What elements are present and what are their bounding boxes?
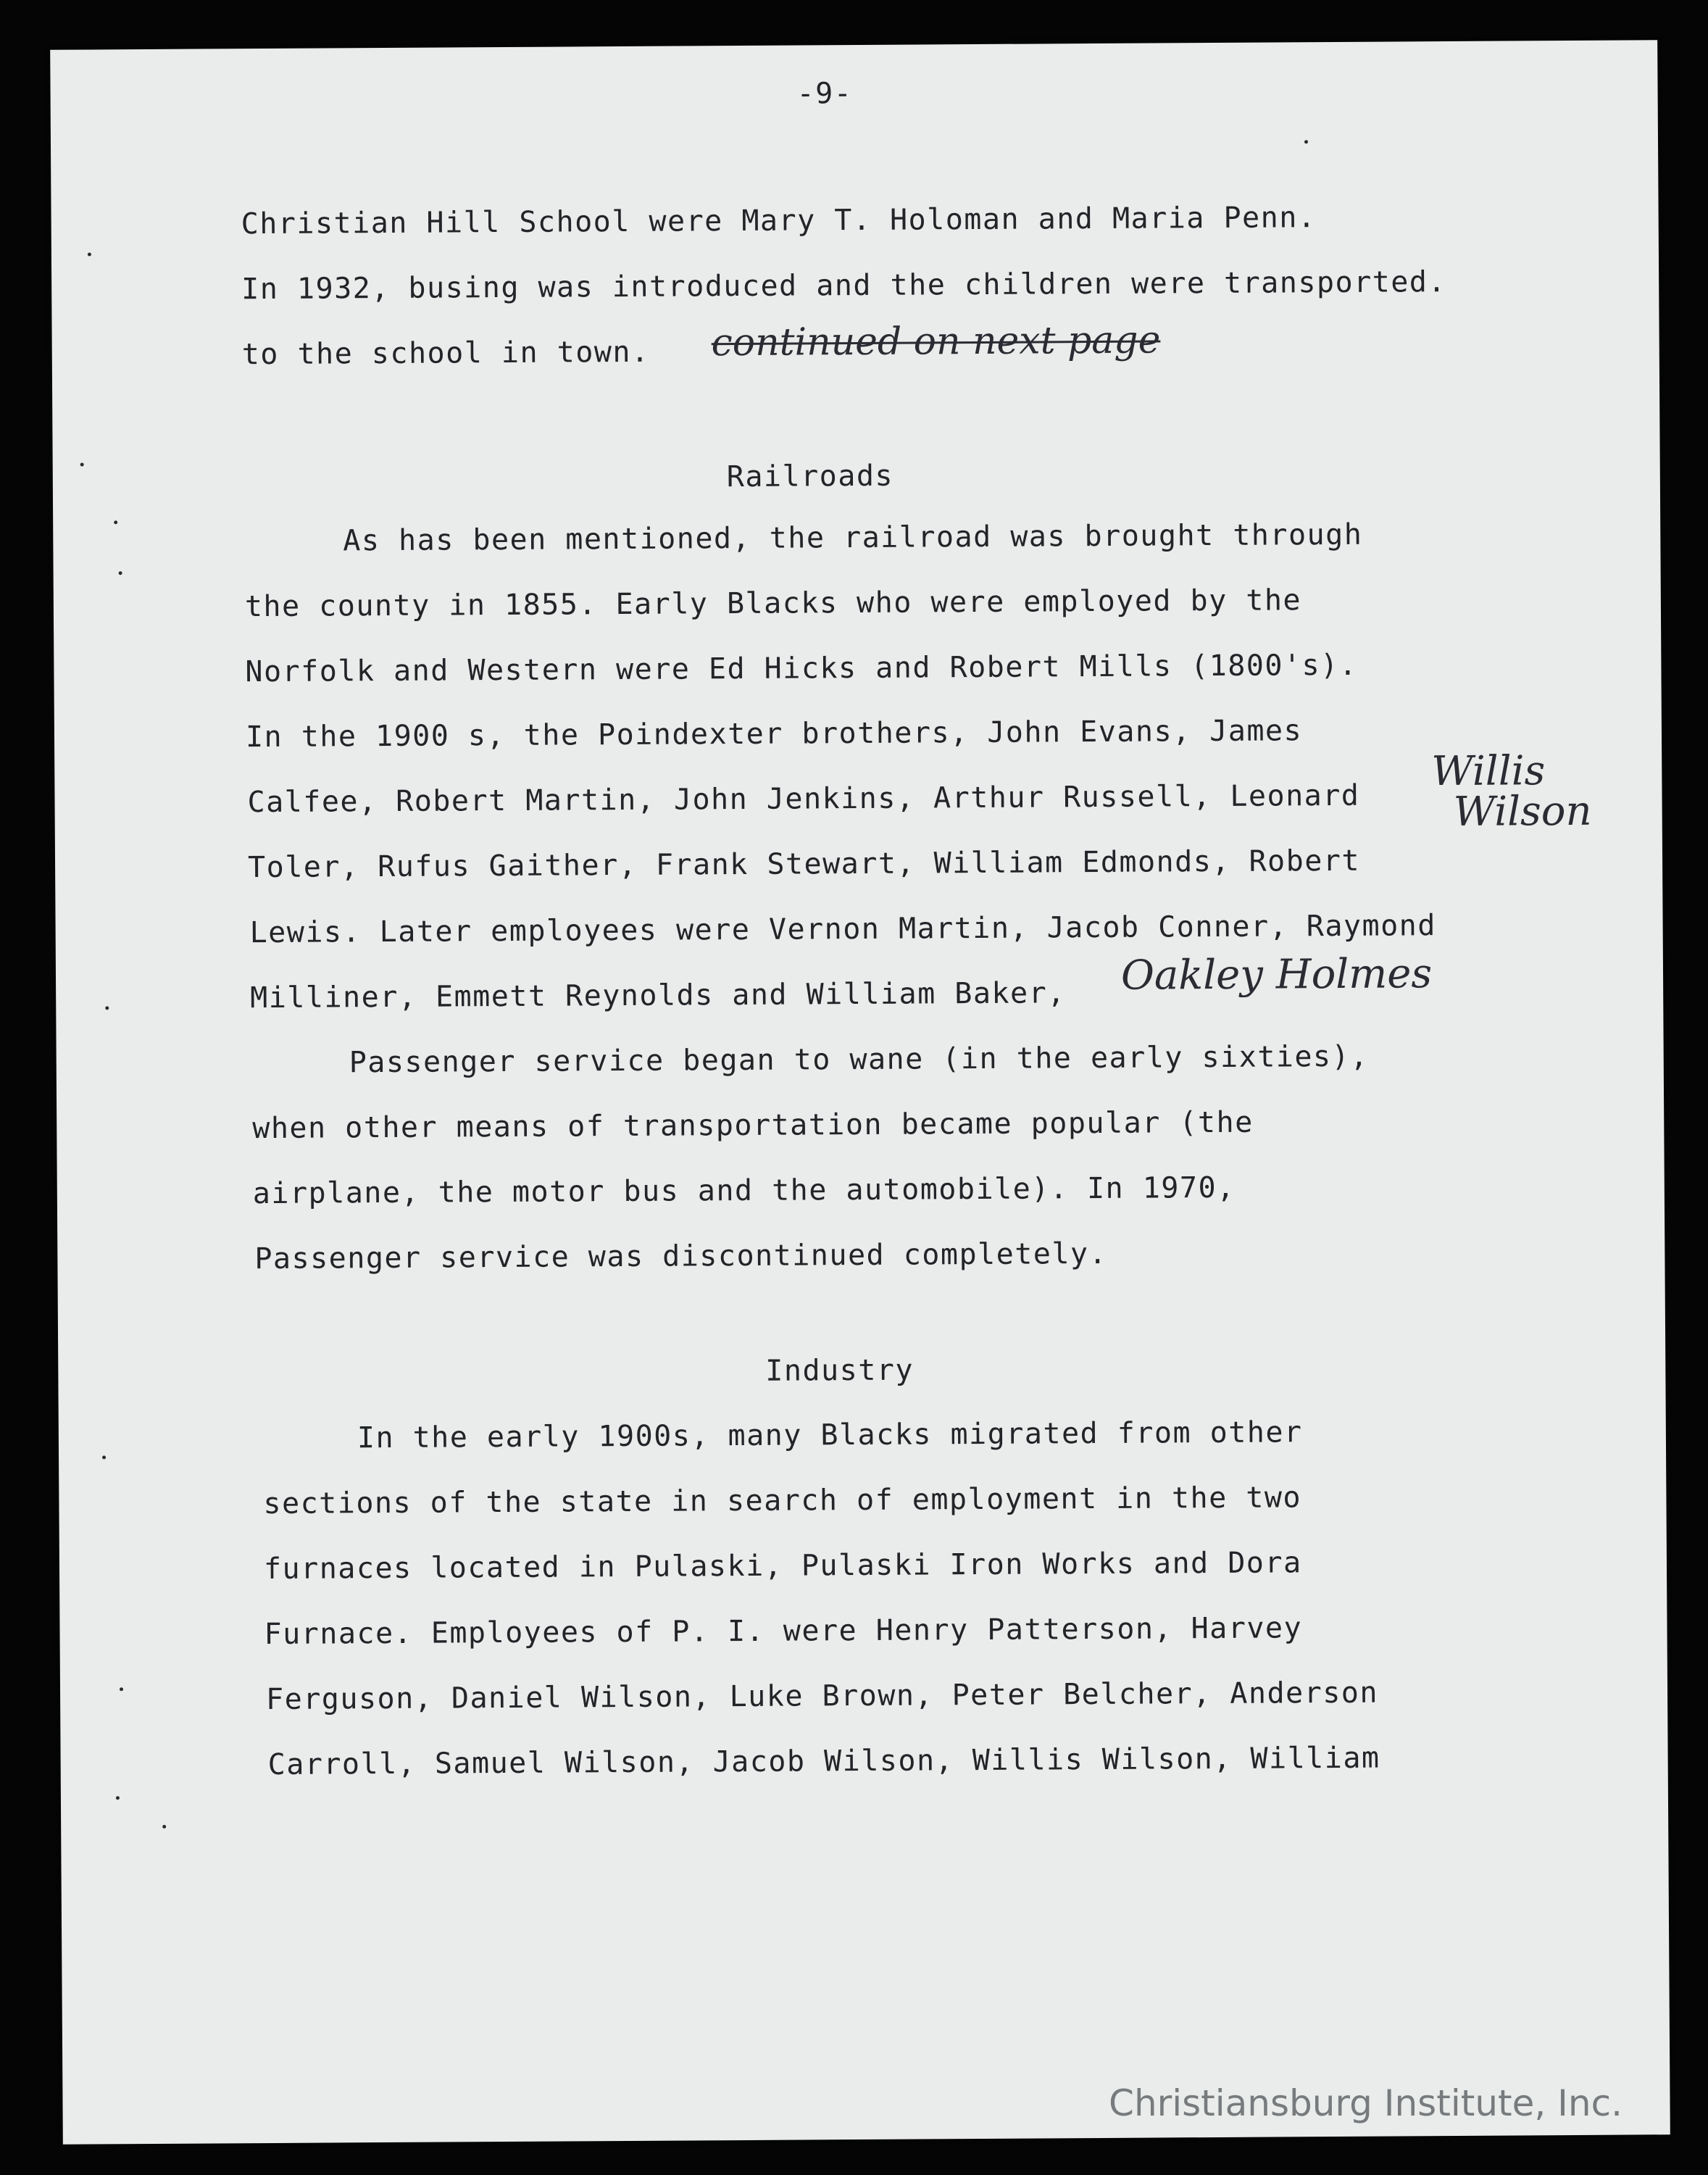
body-line: Carroll, Samuel Wilson, Jacob Wilson, Willis Wilson, William	[267, 1741, 1380, 1782]
body-line: the county in 1855. Early Blacks who were employed by the	[244, 583, 1302, 624]
page-number: -9-	[796, 77, 853, 111]
paper-speck	[105, 1006, 109, 1010]
body-line: when other means of transportation became popular (the	[252, 1105, 1254, 1146]
watermark: Christiansburg Institute, Inc.	[1109, 2082, 1622, 2124]
paper-speck	[119, 571, 122, 575]
section-heading-industry: Industry	[765, 1353, 915, 1388]
paper-speck	[162, 1825, 166, 1829]
body-line: Milliner, Emmett Reynolds and William Baker,	[250, 976, 1066, 1015]
handwritten-strikeout-note: continued on next page	[711, 318, 1161, 365]
body-line: furnaces located in Pulaski, Pulaski Iron Works and Dora	[263, 1546, 1302, 1586]
handwritten-margin-note: Willis Wilson	[1431, 747, 1592, 836]
body-line: Furnace. Employees of P. I. were Henry Patterson, Harvey	[264, 1611, 1303, 1652]
paper-speck	[120, 1687, 123, 1691]
body-line: to the school in town.	[241, 335, 650, 372]
body-line: In the early 1900s, many Blacks migrated from other	[357, 1415, 1303, 1455]
paper-speck	[80, 463, 84, 467]
paper-speck	[116, 1796, 120, 1800]
body-line: airplane, the motor bus and the automobile). In 1970,	[252, 1170, 1236, 1211]
section-heading-railroads: Railroads	[726, 459, 894, 494]
body-line: In 1932, busing was introduced and the children were transported.	[241, 265, 1447, 307]
body-line: sections of the state in search of employment in the two	[263, 1481, 1302, 1521]
paper-speck	[88, 252, 91, 256]
body-line: Lewis. Later employees were Vernon Martin, Jacob Conner, Raymond	[249, 909, 1437, 950]
body-line: Ferguson, Daniel Wilson, Luke Brown, Peter Belcher, Anderson	[265, 1676, 1379, 1717]
paper-speck	[1304, 140, 1308, 144]
body-line: As has been mentioned, the railroad was brought through	[343, 517, 1363, 558]
body-line: In the 1900 s, the Poindexter brothers, John Evans, James	[245, 714, 1303, 754]
document-page	[50, 40, 1670, 2144]
paper-speck	[102, 1455, 106, 1459]
handwritten-inline-note: Oakley Holmes	[1120, 950, 1433, 999]
paper-speck	[114, 520, 117, 524]
body-line: Passenger service was discontinued completely.	[254, 1236, 1108, 1276]
body-line: Norfolk and Western were Ed Hicks and Robert Mills (1800's).	[245, 648, 1358, 689]
body-line: Toler, Rufus Gaither, Frank Stewart, William Edmonds, Robert	[247, 844, 1361, 885]
body-line: Calfee, Robert Martin, John Jenkins, Arthur Russell, Leonard	[247, 778, 1360, 820]
body-line: Christian Hill School were Mary T. Holoman and Maria Penn.	[241, 201, 1317, 241]
body-line: Passenger service began to wane (in the early sixties),	[349, 1039, 1369, 1080]
